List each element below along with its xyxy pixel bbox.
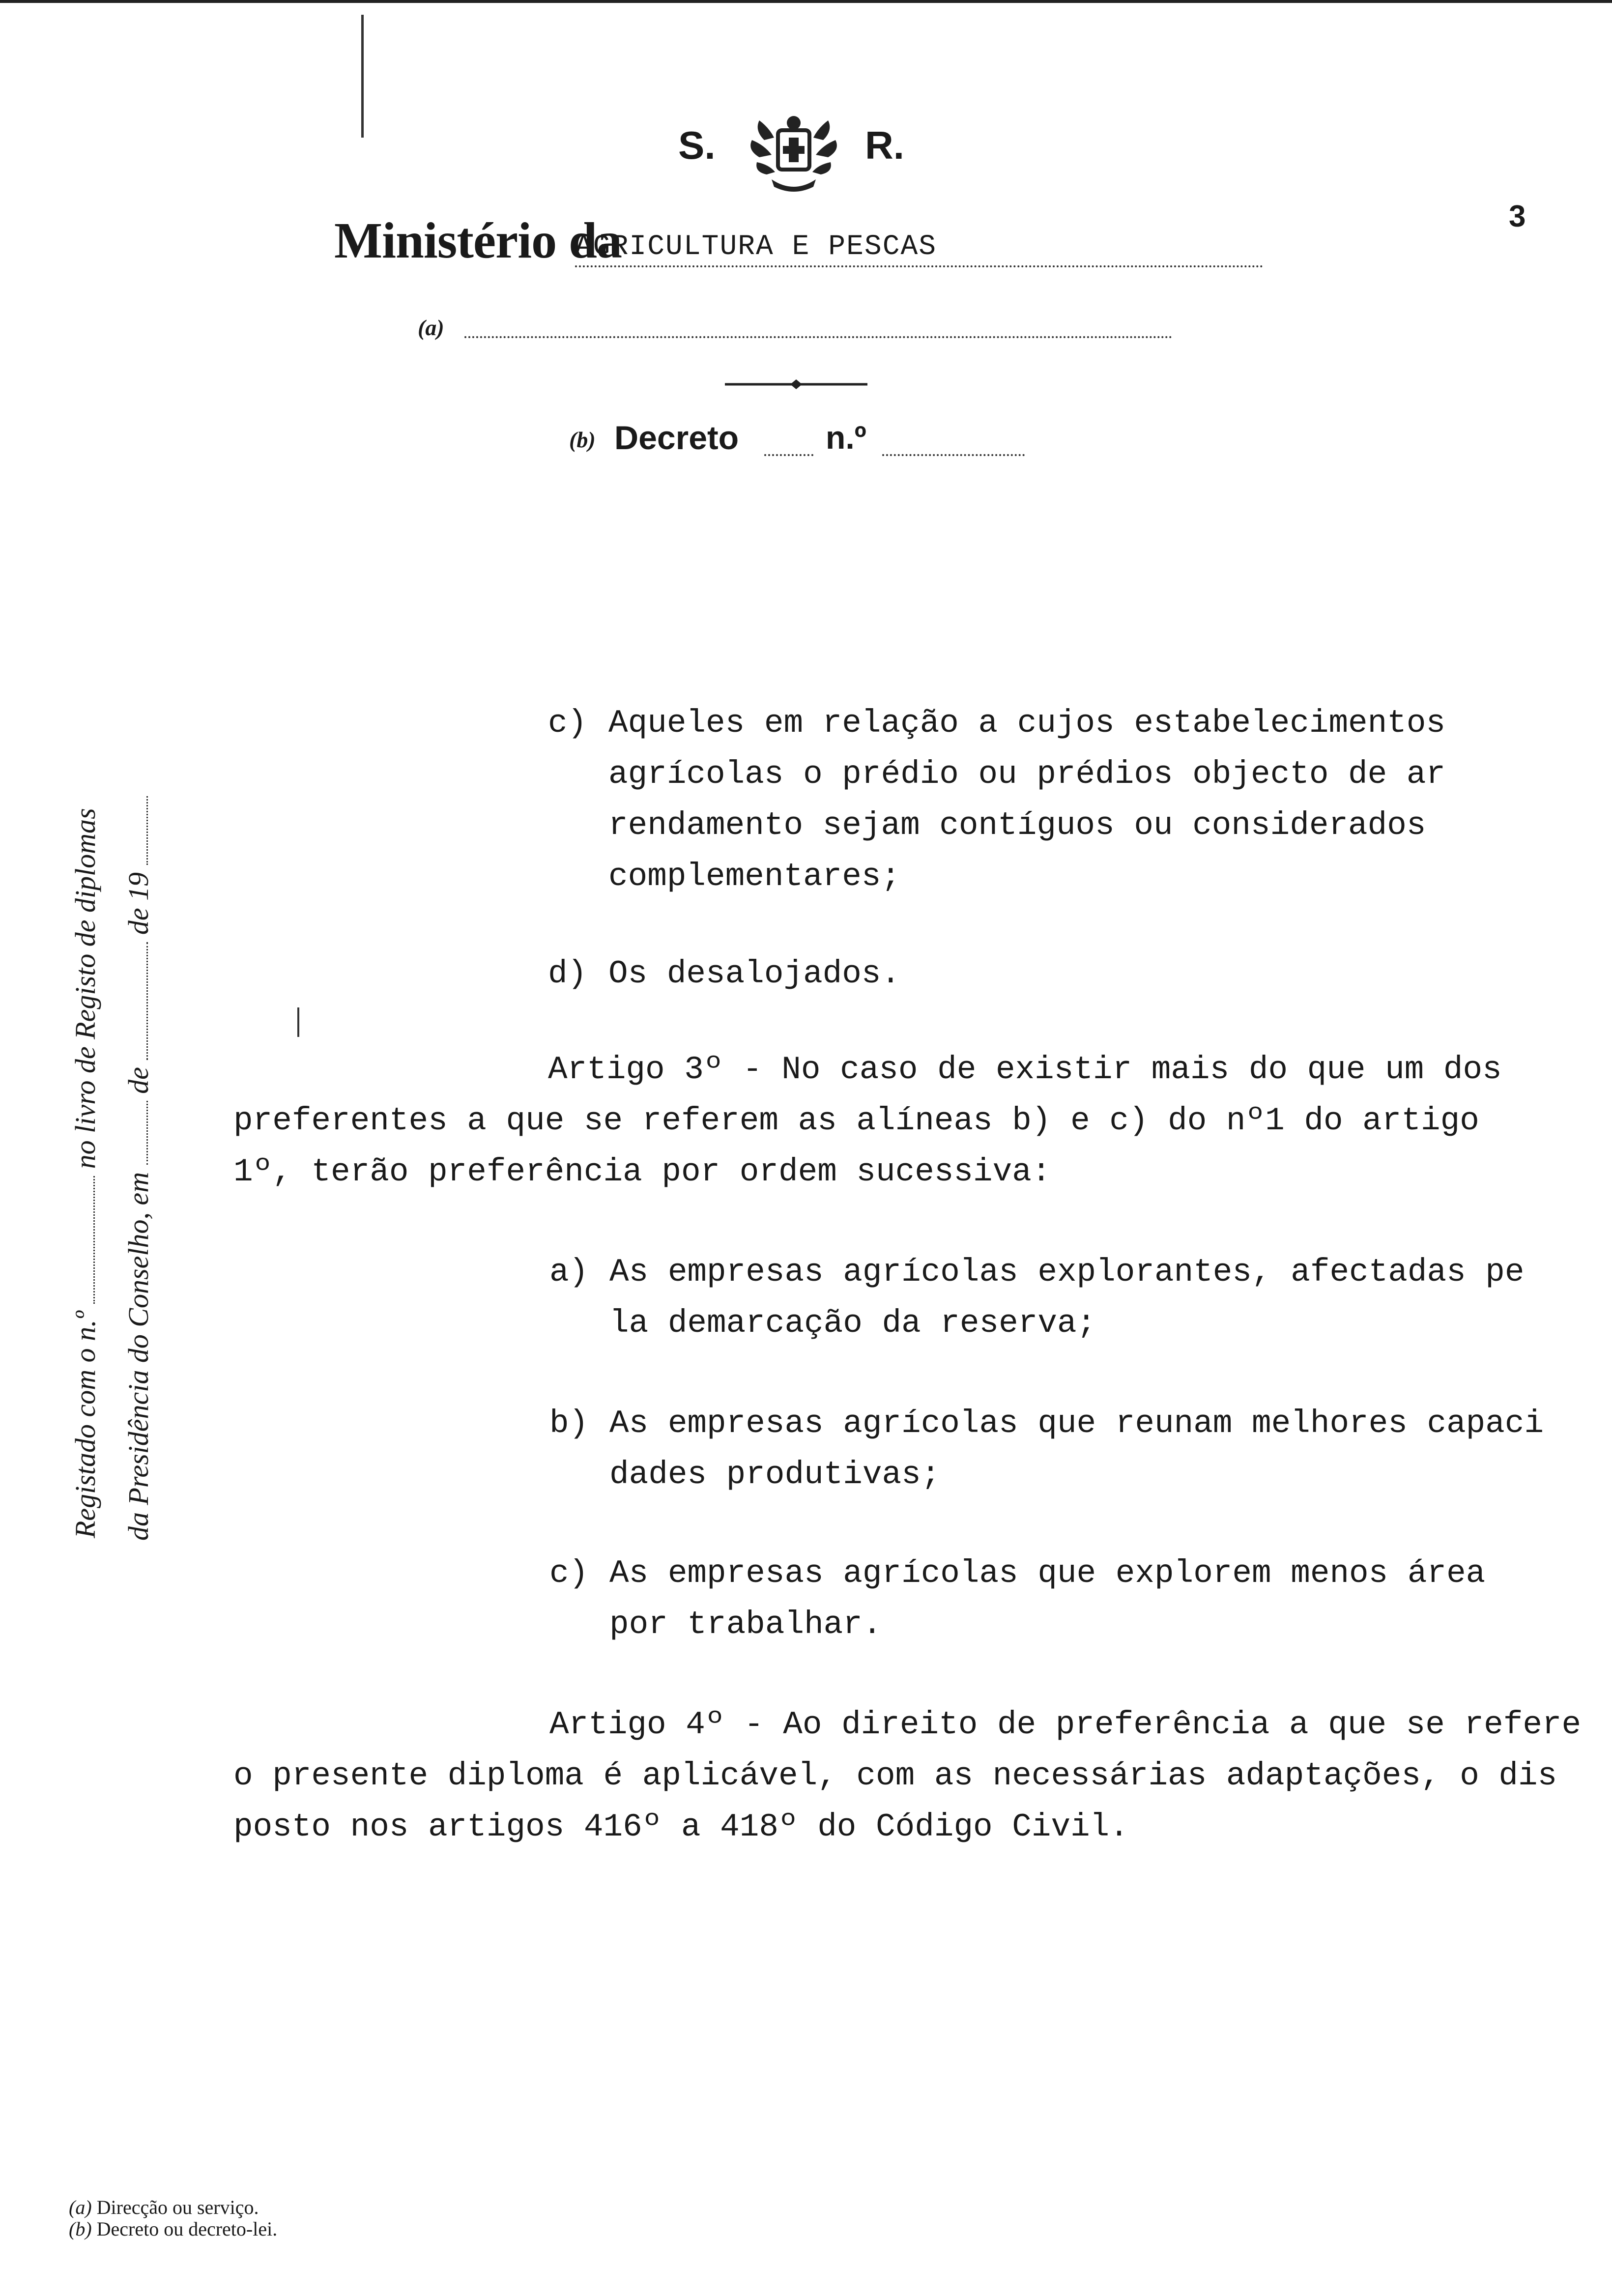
- footnote-a-marker: (a): [69, 2196, 92, 2218]
- ministry-field: AGRICULTURA E PESCAS: [575, 231, 1263, 267]
- item-c1-line: complementares;: [608, 858, 901, 895]
- item-a-line: la demarcação da reserva;: [609, 1305, 1096, 1342]
- margin-year-blank: [127, 796, 148, 865]
- article4-line: posto nos artigos 416º a 418º do Código Civil.: [233, 1808, 1129, 1845]
- item-c1-line: agrícolas o prédio ou prédios objecto de ar: [608, 756, 1446, 793]
- field-a-marker: (a): [418, 315, 444, 340]
- margin-line2-mid: de: [122, 1067, 154, 1094]
- margin-date-line: [122, 796, 155, 1541]
- ornament-divider-icon: [725, 378, 867, 390]
- item-c1-label: c): [548, 705, 587, 742]
- footnote-b-text: Decreto ou decreto-lei.: [96, 2218, 278, 2240]
- margin-day-blank: [127, 1101, 148, 1165]
- sr-letter-s: S.: [678, 123, 716, 167]
- field-a-blank: [464, 315, 1172, 338]
- decree-label: Decreto: [614, 419, 739, 457]
- footnote-b-marker: (b): [69, 2218, 92, 2240]
- footnote-a-text: Direcção ou serviço.: [96, 2196, 259, 2218]
- footnote-b: [69, 2217, 277, 2240]
- page-number: 3: [1509, 200, 1526, 233]
- item-a-label: a): [549, 1254, 589, 1291]
- margin-month-blank: [127, 942, 148, 1060]
- decree-number-blank: [882, 432, 1025, 456]
- item-a-line: As empresas agrícolas explorantes, afectadas pe: [609, 1254, 1525, 1291]
- item-b-line: As empresas agrícolas que reunam melhores capaci: [609, 1405, 1544, 1442]
- item-d-label: d): [548, 955, 587, 992]
- decree-marker: (b): [569, 427, 596, 452]
- margin-number-blank: [74, 1176, 95, 1304]
- ministry-label: Ministério da: [334, 212, 622, 269]
- footnote-a: [69, 2196, 259, 2219]
- margin-stroke: [297, 1007, 299, 1037]
- margin-line2-start: da Presidência do Conselho, em: [122, 1172, 154, 1541]
- article3-line: preferentes a que se referem as alíneas b) e c) do nº1 do artigo: [233, 1102, 1479, 1139]
- item-c2-line: por trabalhar.: [609, 1606, 882, 1643]
- decree-type-blank: [764, 432, 813, 456]
- article3-line: 1º, terão preferência por ordem sucessiva:: [233, 1153, 1051, 1190]
- coat-of-arms-icon: [745, 111, 843, 194]
- margin-line1-start: Registado com o n.º: [69, 1311, 101, 1538]
- item-c1-line: Aqueles em relação a cujos estabelecimentos: [608, 705, 1446, 742]
- margin-stroke: [361, 15, 364, 138]
- item-b-line: dades produtivas;: [609, 1456, 941, 1493]
- article3-heading: Artigo 3º - No caso de existir mais do que um dos: [548, 1051, 1502, 1088]
- article4-line: o presente diploma é aplicável, com as necessárias adaptações, o dis: [233, 1757, 1557, 1794]
- margin-line2-end: de 19: [122, 872, 154, 935]
- sr-letter-r: R.: [865, 123, 904, 167]
- article4-heading: Artigo 4º - Ao direito de preferência a que se refere: [549, 1706, 1582, 1743]
- item-b-label: b): [549, 1405, 589, 1442]
- top-border: [0, 0, 1612, 3]
- item-c1-line: rendamento sejam contíguos ou considerados: [608, 807, 1426, 844]
- margin-line1-mid: no livro de Registo de diplomas: [69, 808, 101, 1169]
- margin-registration-line: [69, 808, 102, 1538]
- item-c2-label: c): [549, 1555, 589, 1592]
- decree-number-label: n.º: [826, 419, 866, 456]
- item-c2-line: As empresas agrícolas que explorem menos área: [609, 1555, 1486, 1592]
- item-d-text: Os desalojados.: [608, 955, 901, 992]
